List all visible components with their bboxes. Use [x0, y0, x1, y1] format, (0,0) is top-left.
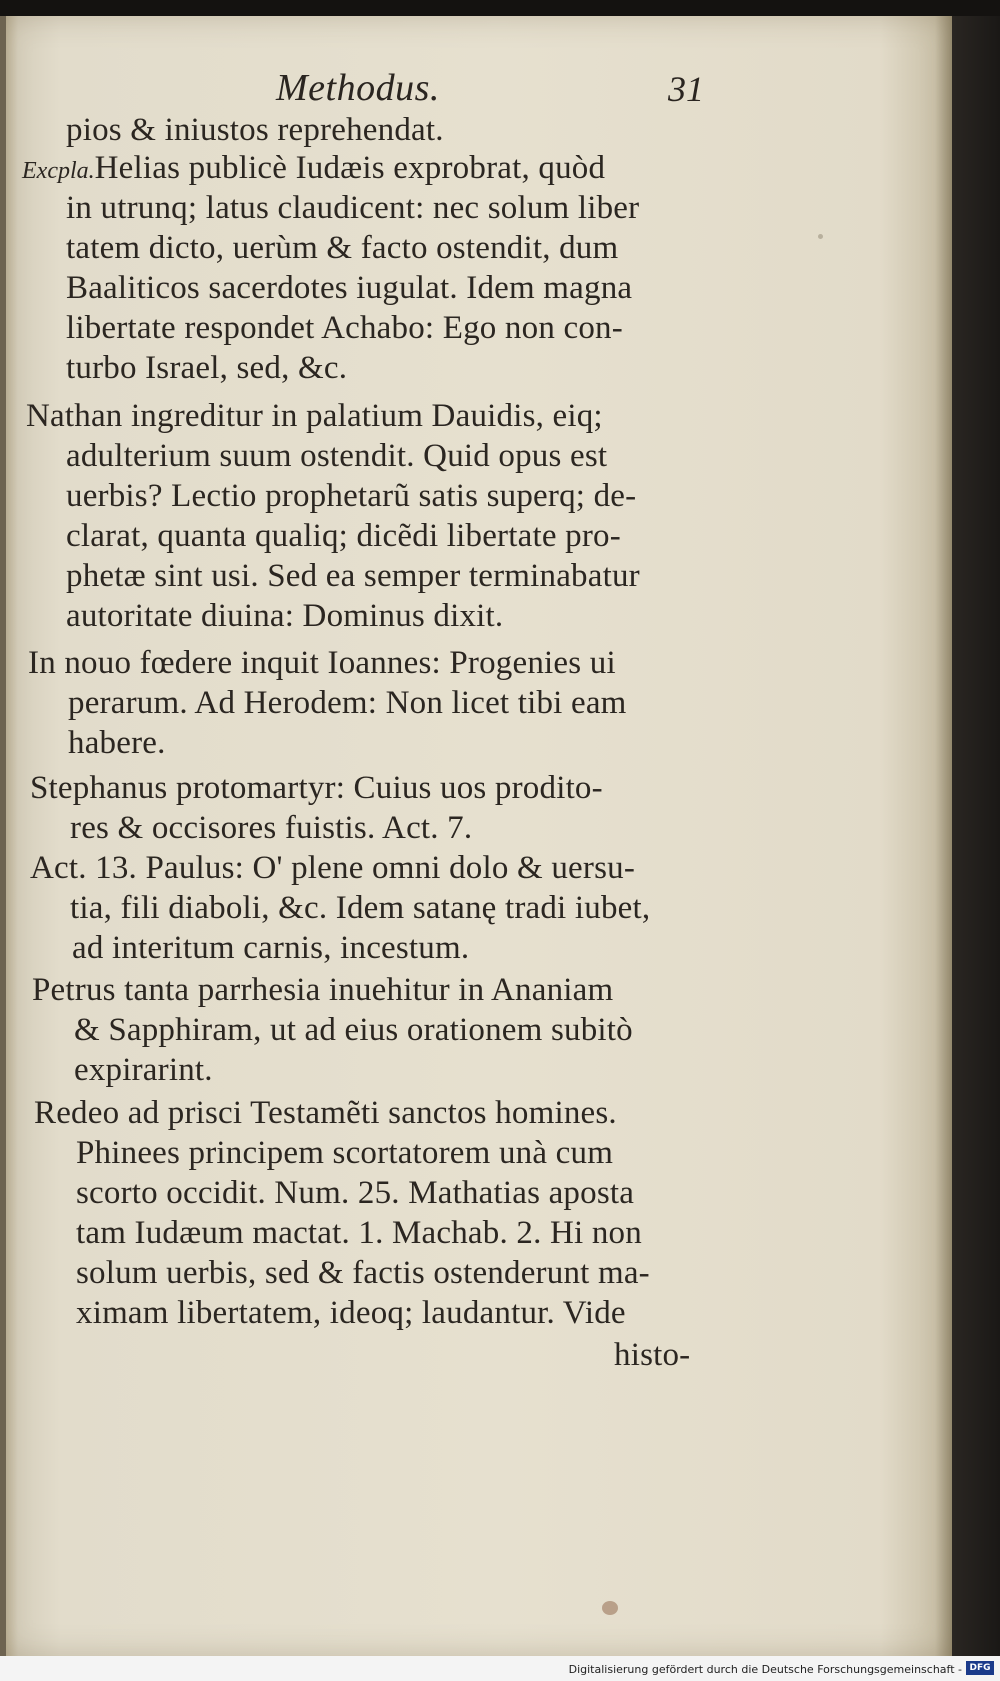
- line-text: scorto occidit. Num. 25. Mathatias aposta: [76, 1175, 635, 1211]
- text-line: [30, 770, 603, 807]
- line-text: histo-: [614, 1337, 691, 1373]
- line-text: tam Iudæum mactat. 1. Machab. 2. Hi non: [76, 1215, 642, 1251]
- dfg-logo: DFG: [966, 1661, 994, 1675]
- line-text: Act. 13. Paulus: O' plene omni dolo & uersu-: [30, 850, 636, 886]
- line-text: Redeo ad prisci Testamẽti sanctos homines.: [34, 1095, 617, 1131]
- text-line: [76, 1255, 650, 1292]
- line-text: Baaliticos sacerdotes iugulat. Idem magna: [66, 270, 633, 306]
- text-line: [66, 478, 636, 515]
- line-text: phetæ sint usi. Sed ea semper terminabatur: [66, 558, 640, 594]
- text-line: [32, 972, 613, 1009]
- text-line: [28, 645, 616, 682]
- text-line: [66, 518, 621, 555]
- text-line: [66, 310, 623, 347]
- text-line: [76, 1135, 613, 1172]
- text-line: [70, 890, 650, 927]
- line-text: expirarint.: [74, 1052, 213, 1088]
- line-text: clarat, quanta qualiq; dicẽdi libertate pro-: [66, 518, 621, 554]
- line-text: & Sapphiram, ut ad eius orationem subitò: [74, 1012, 633, 1048]
- line-text: habere.: [68, 725, 166, 761]
- line-text: ad interitum carnis, incestum.: [72, 930, 470, 966]
- scan-edge: [952, 16, 1000, 1656]
- text-line: [22, 150, 605, 187]
- text-line: [34, 1095, 617, 1132]
- line-text: Nathan ingreditur in palatium Dauidis, eiq;: [26, 398, 603, 434]
- page-number: 31: [668, 69, 704, 109]
- text-line: [66, 190, 639, 227]
- paper-stain: [602, 1601, 618, 1615]
- catchword: [614, 1337, 690, 1374]
- running-head: Methodus.: [276, 67, 440, 109]
- text-line: [26, 398, 603, 435]
- line-text: autoritate diuina: Dominus dixit.: [66, 598, 504, 634]
- line-text: tia, fili diaboli, &c. Idem satanę tradi iubet,: [70, 890, 651, 926]
- line-text: Petrus tanta parrhesia inuehitur in Ananiam: [32, 972, 614, 1008]
- text-line: [76, 1295, 626, 1332]
- margin-note: Excpla.: [22, 158, 95, 184]
- line-text: res & occisores fuistis. Act. 7.: [70, 810, 473, 846]
- text-line: [30, 850, 635, 887]
- paper-speck: [818, 234, 823, 239]
- text-line: [66, 558, 640, 595]
- line-text: turbo Israel, sed, &c.: [66, 350, 348, 386]
- text-line: [66, 230, 618, 267]
- text-line: [74, 1012, 633, 1049]
- text-line: [76, 1215, 642, 1252]
- line-text: tatem dicto, uerùm & facto ostendit, dum: [66, 230, 619, 266]
- line-text: solum uerbis, sed & factis ostenderunt ma-: [76, 1255, 650, 1291]
- text-line: [66, 598, 503, 635]
- line-text: Phinees principem scortatorem unà cum: [76, 1135, 614, 1171]
- line-text: pios & iniustos reprehendat.: [66, 112, 444, 148]
- line-text: Stephanus protomartyr: Cuius uos prodito-: [30, 770, 603, 806]
- text-line: [66, 438, 607, 475]
- line-text: ximam libertatem, ideoq; laudantur. Vide: [76, 1295, 626, 1331]
- line-text: in utrunq; latus claudicent: nec solum liber: [66, 190, 640, 226]
- text-line: [66, 350, 347, 387]
- line-text: uerbis? Lectio prophetarũ satis superq; de-: [66, 478, 637, 514]
- text-line: [72, 930, 469, 967]
- line-text: Helias publicè Iudæis exprobrat, quòd: [94, 150, 606, 186]
- line-text: adulterium suum ostendit. Quid opus est: [66, 438, 608, 474]
- text-line: [74, 1052, 213, 1089]
- text-line: [70, 810, 472, 847]
- line-text: perarum. Ad Herodem: Non licet tibi eam: [68, 685, 627, 721]
- page-gutter: [0, 16, 6, 1656]
- footer-credit: Digitalisierung gefördert durch die Deutsche Forschungsgemeinschaft -: [568, 1663, 962, 1676]
- text-line: [68, 685, 627, 722]
- text-line: [76, 1175, 634, 1212]
- text-line: [66, 270, 632, 307]
- line-text: libertate respondet Achabo: Ego non con-: [66, 310, 623, 346]
- text-line: [66, 112, 444, 149]
- text-line: [68, 725, 166, 762]
- line-text: In nouo fœdere inquit Ioannes: Progenies ui: [28, 645, 616, 681]
